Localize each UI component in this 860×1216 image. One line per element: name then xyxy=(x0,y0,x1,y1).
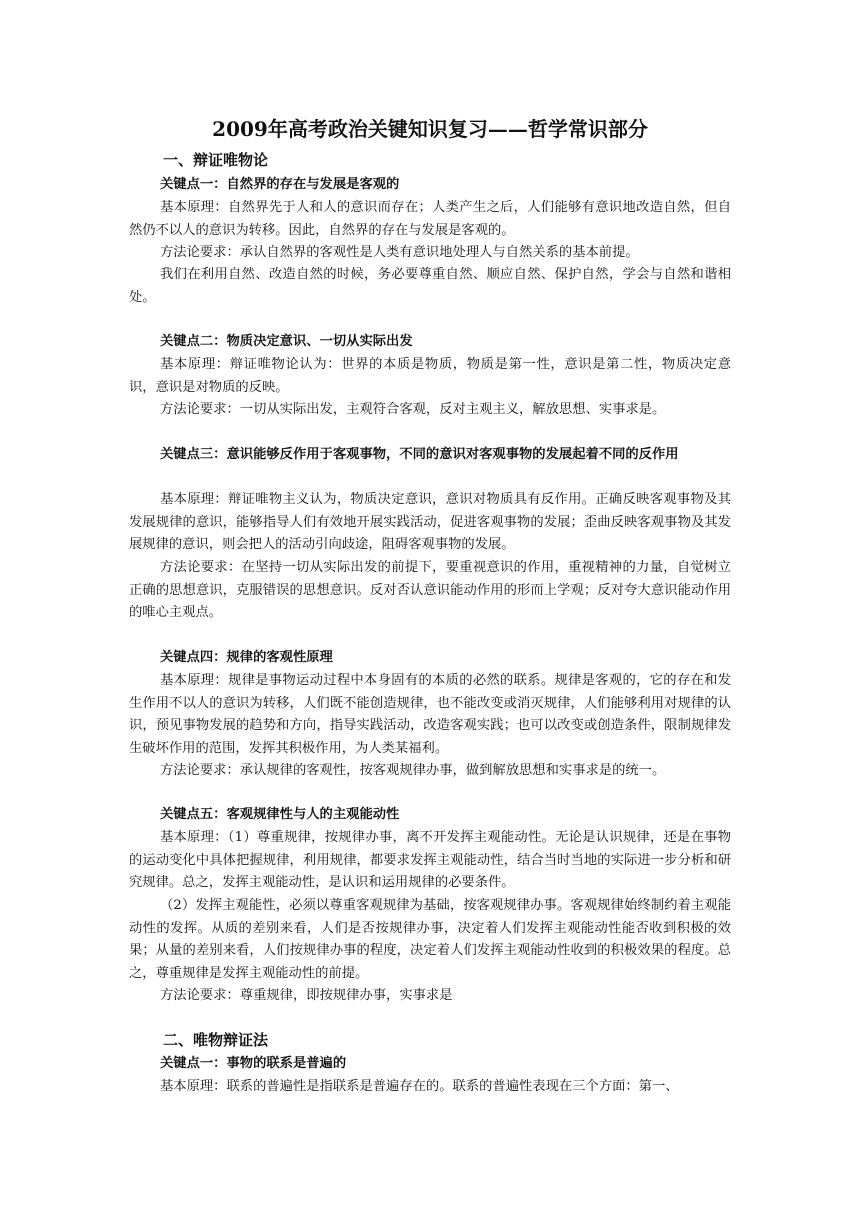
paragraph: 基本原理：规律是事物运动过程中本身固有的本质的必然的联系。规律是客观的，它的存在和发生作用不以人的意识为转移，人们既不能创造规律，也不能改变或消灭规律，人们能够利用对规律的认识，预见事物发展的趋势和方向，指导实践活动，改造客观实践；也可以改变或创造条件，限制规律发生破坏作用的范围，发挥其积极作用，为人类某福利。 xyxy=(129,673,731,756)
point-heading-1-4: 关键点四：规律的客观性原理 xyxy=(160,650,333,665)
section-heading-1: 一、辩证唯物论 xyxy=(163,151,269,169)
paragraph: 基本原理：辩证唯物论认为：世界的本质是物质，物质是第一性，意识是第二性，物质决定意识，意识是对物质的反映。 xyxy=(129,357,731,395)
point-heading-2-1: 关键点一：事物的联系是普遍的 xyxy=(160,1056,347,1071)
paragraph: 基本原理：辩证唯物主义认为，物质决定意识，意识对物质具有反作用。正确反映客观事物及其发展规律的意识，能够指导人们有效地开展实践活动，促进客观事物的发展；歪曲反映客观事物及其发展规律的意识，则会把人的活动引向歧途，阻碍客观事物的发展。 xyxy=(129,492,731,553)
section-heading-2: 二、唯物辩证法 xyxy=(163,1031,269,1049)
point-heading-1-5: 关键点五：客观规律性与人的主观能动性 xyxy=(160,807,400,822)
document-title: 2009年高考政治关键知识复习——哲学常识部分 xyxy=(212,117,648,141)
paragraph: （2）发挥主观能性，必须以尊重客观规律为基础，按客观规律办事。客观规律始终制约着主观能动性的发挥。从质的差别来看，人们是否按规律办事，决定着人们发挥主观能动性能否收到积极的效果；从量的差别来看，人们按规律办事的程度，决定着人们发挥主观能动性收到的积极效果的程度。总之，尊重规律是发挥主观能动性的前提。 xyxy=(129,898,731,981)
paragraph: 方法论要求：尊重规律，即按规律办事，实事求是 xyxy=(160,988,453,1003)
paragraph: 方法论要求：承认自然界的客观性是人类有意识地处理人与自然关系的基本前提。 xyxy=(160,245,639,260)
paragraph: 方法论要求：承认规律的客观性，按客观规律办事，做到解放思想和实事求是的统一。 xyxy=(160,763,666,778)
paragraph: 基本原理：联系的普遍性是指联系是普遍存在的。联系的普遍性表现在三个方面：第一、 xyxy=(160,1079,679,1094)
point-heading-1-1: 关键点一：自然界的存在与发展是客观的 xyxy=(160,177,400,192)
paragraph: 方法论要求：一切从实际出发，主观符合客观，反对主观主义，解放思想、实事求是。 xyxy=(160,402,666,417)
point-heading-1-2: 关键点二：物质决定意识、一切从实际出发 xyxy=(160,334,413,349)
paragraph: 我们在利用自然、改造自然的时候，务必要尊重自然、顺应自然、保护自然，学会与自然和谐相处。 xyxy=(129,267,731,305)
point-heading-1-3: 关键点三：意识能够反作用于客观事物，不同的意识对客观事物的发展起着不同的反作用 xyxy=(160,447,679,462)
paragraph: 基本原理：（1）尊重规律，按规律办事，离不开发挥主观能动性。无论是认识规律，还是在事物的运动变化中具体把握规律，利用规律，都要求发挥主观能动性，结合当时当地的实际进一步分析和研究规律。总之，发挥主观能动性，是认识和运用规律的必要条件。 xyxy=(129,830,731,891)
paragraph: 方法论要求：在坚持一切从实际出发的前提下，要重视意识的作用，重视精神的力量，自觉树立正确的思想意识，克服错误的思想意识。反对否认意识能动作用的形而上学观；反对夸大意识能动作用的唯心主观点。 xyxy=(129,560,731,621)
paragraph: 基本原理：自然界先于人和人的意识而存在；人类产生之后，人们能够有意识地改造自然，但自然仍不以人的意识为转移。因此，自然界的存在与发展是客观的。 xyxy=(129,200,731,238)
